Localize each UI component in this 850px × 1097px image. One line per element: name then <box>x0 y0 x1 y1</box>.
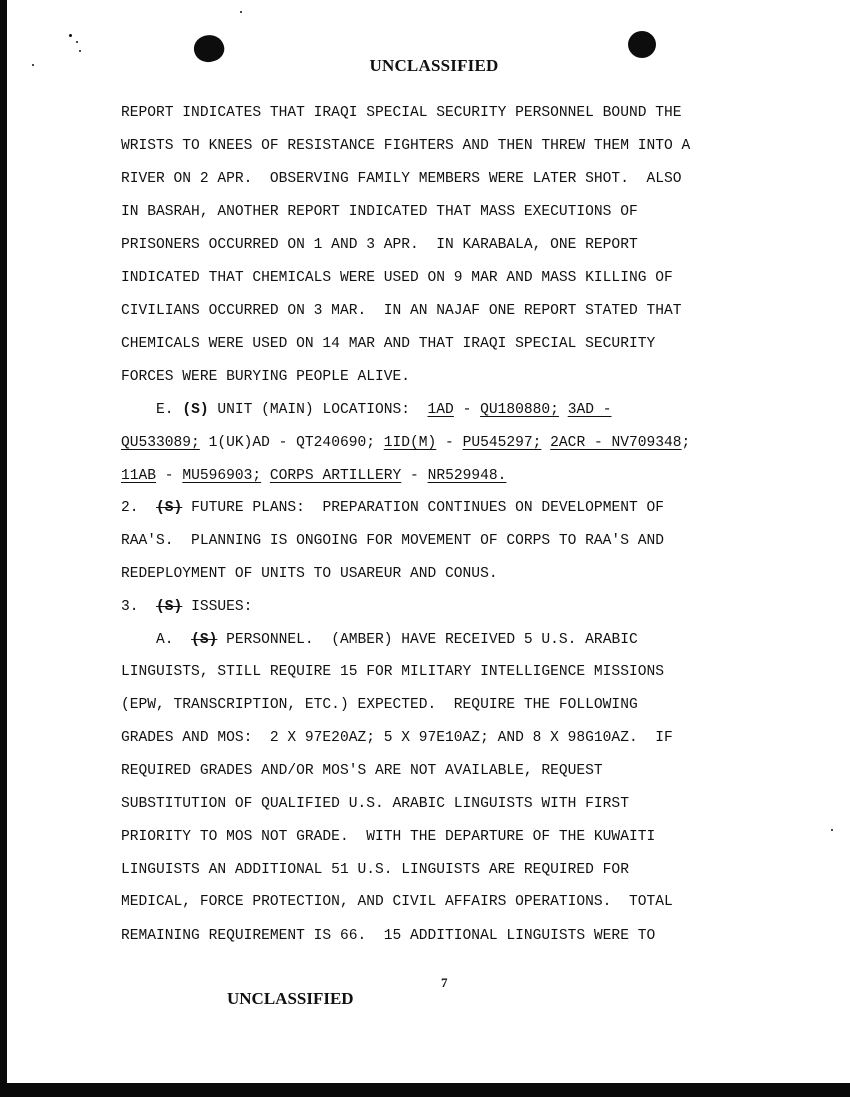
section-e-heading: E. (S) UNIT (MAIN) LOCATIONS: 1AD - QU180880; 3AD - <box>156 402 612 418</box>
body-line: RIVER ON 2 APR. OBSERVING FAMILY MEMBERS WERE LATER SHOT. ALSO <box>121 171 682 187</box>
section-3-heading: 3. (S) ISSUES: <box>121 599 253 615</box>
section-a-heading: A. (S) PERSONNEL. (AMBER) HAVE RECEIVED 5 U.S. ARABIC <box>156 632 638 648</box>
scan-speck <box>79 50 81 52</box>
body-line: SUBSTITUTION OF QUALIFIED U.S. ARABIC LINGUISTS WITH FIRST <box>121 796 629 812</box>
scan-left-edge <box>0 0 7 1097</box>
body-line: LINGUISTS, STILL REQUIRE 15 FOR MILITARY INTELLIGENCE MISSIONS <box>121 664 664 680</box>
paragraph-label: A. <box>156 632 174 648</box>
grid-reference: PU545297; <box>462 435 542 451</box>
classification-mark: (S) <box>182 402 209 418</box>
classification-mark: (S) <box>191 632 218 648</box>
punch-hole-mark-right <box>628 31 656 58</box>
classification-header: UNCLASSIFIED <box>369 56 499 75</box>
body-line: (EPW, TRANSCRIPTION, ETC.) EXPECTED. REQUIRE THE FOLLOWING <box>121 697 638 713</box>
body-line: MEDICAL, FORCE PROTECTION, AND CIVIL AFFAIRS OPERATIONS. TOTAL <box>121 894 673 910</box>
scan-bottom-edge <box>0 1083 850 1097</box>
classification-footer: UNCLASSIFIED <box>227 989 354 1008</box>
section-title: UNIT (MAIN) LOCATIONS: <box>217 402 411 418</box>
scan-speck <box>831 829 833 831</box>
body-line: REMAINING REQUIREMENT IS 66. 15 ADDITIONAL LINGUISTS WERE TO <box>121 928 656 944</box>
body-line: GRADES AND MOS: 2 X 97E20AZ; 5 X 97E10AZ; AND 8 X 98G10AZ. IF <box>121 730 673 746</box>
unit-location: 3AD - <box>567 402 612 418</box>
body-line: REPORT INDICATES THAT IRAQI SPECIAL SECURITY PERSONNEL BOUND THE <box>121 105 682 121</box>
body-line: CIVILIANS OCCURRED ON 3 MAR. IN AN NAJAF ONE REPORT STATED THAT <box>121 303 682 319</box>
paragraph-label: E. <box>156 402 174 418</box>
unit-location: 1ID(M) <box>383 435 437 451</box>
body-line: CHEMICALS WERE USED ON 14 MAR AND THAT IRAQI SPECIAL SECURITY <box>121 336 656 352</box>
classification-mark: (S) <box>156 599 183 615</box>
scan-speck <box>240 11 242 13</box>
grid-reference: QU533089; <box>121 435 200 451</box>
section-e-line: 11AB - MU596903; CORPS ARTILLERY - NR529948. <box>121 468 507 484</box>
body-line: FORCES WERE BURYING PEOPLE ALIVE. <box>121 369 411 385</box>
body-line: WRISTS TO KNEES OF RESISTANCE FIGHTERS AND THEN THREW THEM INTO A <box>121 138 691 154</box>
unit-location: 1(UK)AD - QT240690; <box>199 435 384 451</box>
body-line: PRIORITY TO MOS NOT GRADE. WITH THE DEPARTURE OF THE KUWAITI <box>121 829 656 845</box>
body-line: RAA'S. PLANNING IS ONGOING FOR MOVEMENT OF CORPS TO RAA'S AND <box>121 533 664 549</box>
body-line: IN BASRAH, ANOTHER REPORT INDICATED THAT MASS EXECUTIONS OF <box>121 204 638 220</box>
unit-location: 2ACR - NV709348 <box>550 435 682 451</box>
body-line: PRISONERS OCCURRED ON 1 AND 3 APR. IN KARABALA, ONE REPORT <box>121 237 638 253</box>
unit-location: 11AB <box>121 468 157 484</box>
paragraph-number: 3. <box>121 599 139 615</box>
grid-reference: MU596903; <box>182 468 262 484</box>
scan-speck <box>76 41 78 43</box>
body-line: REDEPLOYMENT OF UNITS TO USAREUR AND CONUS. <box>121 566 498 582</box>
grid-reference: NR529948. <box>427 468 507 484</box>
body-line: INDICATED THAT CHEMICALS WERE USED ON 9 MAR AND MASS KILLING OF <box>121 270 673 286</box>
body-line: REQUIRED GRADES AND/OR MOS'S ARE NOT AVAILABLE, REQUEST <box>121 763 603 779</box>
scan-speck <box>69 34 72 37</box>
body-line: LINGUISTS AN ADDITIONAL 51 U.S. LINGUISTS ARE REQUIRED FOR <box>121 862 629 878</box>
grid-reference: QU180880; <box>480 402 559 418</box>
unit-location: CORPS ARTILLERY <box>269 468 402 484</box>
section-e-line: QU533089; 1(UK)AD - QT240690; 1ID(M) - PU545297; 2ACR - NV709348; <box>121 435 691 451</box>
section-2-heading: 2. (S) FUTURE PLANS: PREPARATION CONTINUES ON DEVELOPMENT OF <box>121 500 664 516</box>
paragraph-number: 2. <box>121 500 139 516</box>
classification-mark: (S) <box>156 500 183 516</box>
unit-location: 1AD <box>427 402 454 418</box>
page-number: 7 <box>441 975 448 990</box>
